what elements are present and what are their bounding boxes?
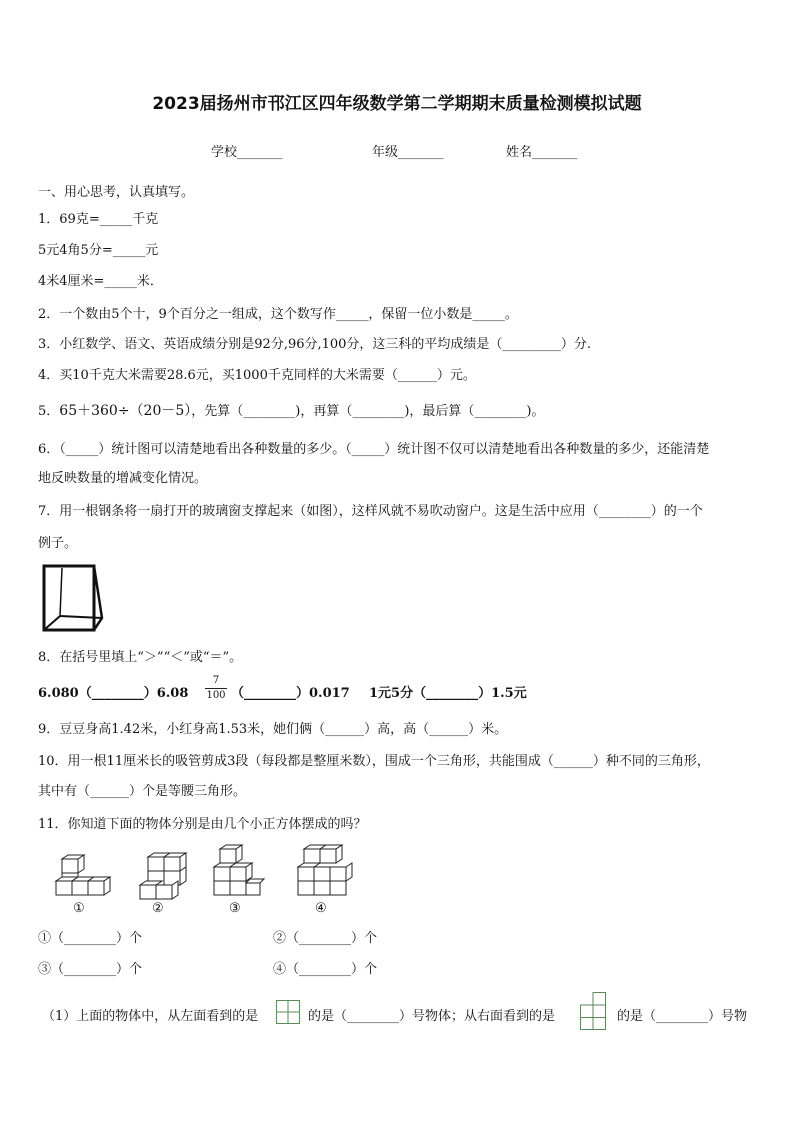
question-7-line1: 7．用一根钢条将一扇打开的玻璃窗支撑起来（如图），这样风就不易吹动窗户。这是生活中应用（________）的一个	[38, 504, 703, 519]
figure-label-3: ③	[229, 901, 241, 916]
fraction-numerator: 7	[212, 675, 220, 686]
question-11-stem: 11．你知道下面的物体分别是由几个小正方体摆成的吗？	[38, 817, 367, 832]
question-5	[38, 400, 545, 420]
left-view-grid-icon	[276, 1000, 300, 1024]
question-10-line1: 10．用一根11厘米长的吸管剪成3段（每段都是整厘米数），围成一个三角形，共能围成（______）种不同的三角形，	[38, 754, 710, 769]
question-3: 3．小红数学、语文、英语成绩分别是92分,96分,100分，这三科的平均成绩是（_________）分.	[38, 337, 592, 352]
question-2: 2．一个数由5个十，9个百分之一组成，这个数写作_____，保留一位小数是_____。	[38, 307, 518, 322]
cube-figure-2	[138, 851, 188, 901]
compare-item-1: 6.080（________）6.08	[38, 686, 189, 701]
question-1c: 4米4厘米=_____米．	[38, 274, 163, 289]
question-10-line2: 其中有（______）个是等腰三角形。	[38, 784, 247, 799]
answer-1: ①（________）个	[38, 931, 143, 946]
answer-4: ④（________）个	[273, 962, 378, 977]
question-1b: 5元4角5分=_____元	[38, 243, 159, 258]
fraction-bar	[205, 688, 227, 689]
math-expression: 65＋360÷（20－5）	[59, 403, 192, 419]
window-prop-figure	[40, 560, 106, 634]
subquestion-1-part-b: 的是（________）号物体；从右面看到的是	[308, 1009, 556, 1024]
answer-3: ③（________）个	[38, 962, 143, 977]
compare-item-2: （________）0.017	[231, 686, 350, 701]
cube-figure-3	[212, 843, 264, 901]
subquestion-1-part-a: （1）上面的物体中，从左面看到的是	[42, 1009, 259, 1024]
right-view-grid-icon	[580, 992, 606, 1030]
cube-figure-1	[54, 855, 110, 901]
question-8-stem: 8．在括号里填上“＞”“＜”或“＝”。	[38, 650, 243, 665]
name-field[interactable]: 姓名_______	[506, 145, 578, 160]
question-6-line2: 地反映数量的增减变化情况。	[38, 471, 208, 486]
page-title: 2023届扬州市邗江区四年级数学第二学期期末质量检测模拟试题	[152, 94, 642, 114]
question-6-line1: 6．（_____）统计图可以清楚地看出各种数量的多少。（_____）统计图不仅可以清楚地看出各种数量的多少，还能清楚	[38, 442, 710, 457]
grade-field[interactable]: 年级_______	[372, 145, 444, 160]
question-number: 5．	[38, 404, 60, 419]
subquestion-1-part-c: 的是（________）号物	[617, 1009, 748, 1024]
answer-2: ②（________）个	[273, 931, 378, 946]
fraction-denominator: 100	[206, 690, 226, 701]
question-9: 9．豆豆身高1.42米，小红身高1.53米，她们俩（______）高，高（______）米。	[38, 722, 508, 737]
figure-label-4: ④	[315, 901, 327, 916]
question-1a: 1．69克=_____千克	[38, 212, 159, 227]
section-heading: 一、用心思考，认真填写。	[38, 185, 195, 200]
cube-figure-4	[296, 843, 356, 901]
question-5-text: ，先算（________)，再算（________)，最后算（________)。	[191, 404, 545, 419]
question-4: 4．买10千克大米需要28.6元，买1000千克同样的大米需要（______）元。	[38, 368, 476, 383]
figure-label-2: ②	[152, 901, 164, 916]
compare-item-3: 1元5分（________）1.5元	[369, 686, 527, 701]
question-7-line2: 例子。	[38, 536, 78, 551]
figure-label-1: ①	[73, 901, 85, 916]
school-field[interactable]: 学校_______	[211, 145, 283, 160]
